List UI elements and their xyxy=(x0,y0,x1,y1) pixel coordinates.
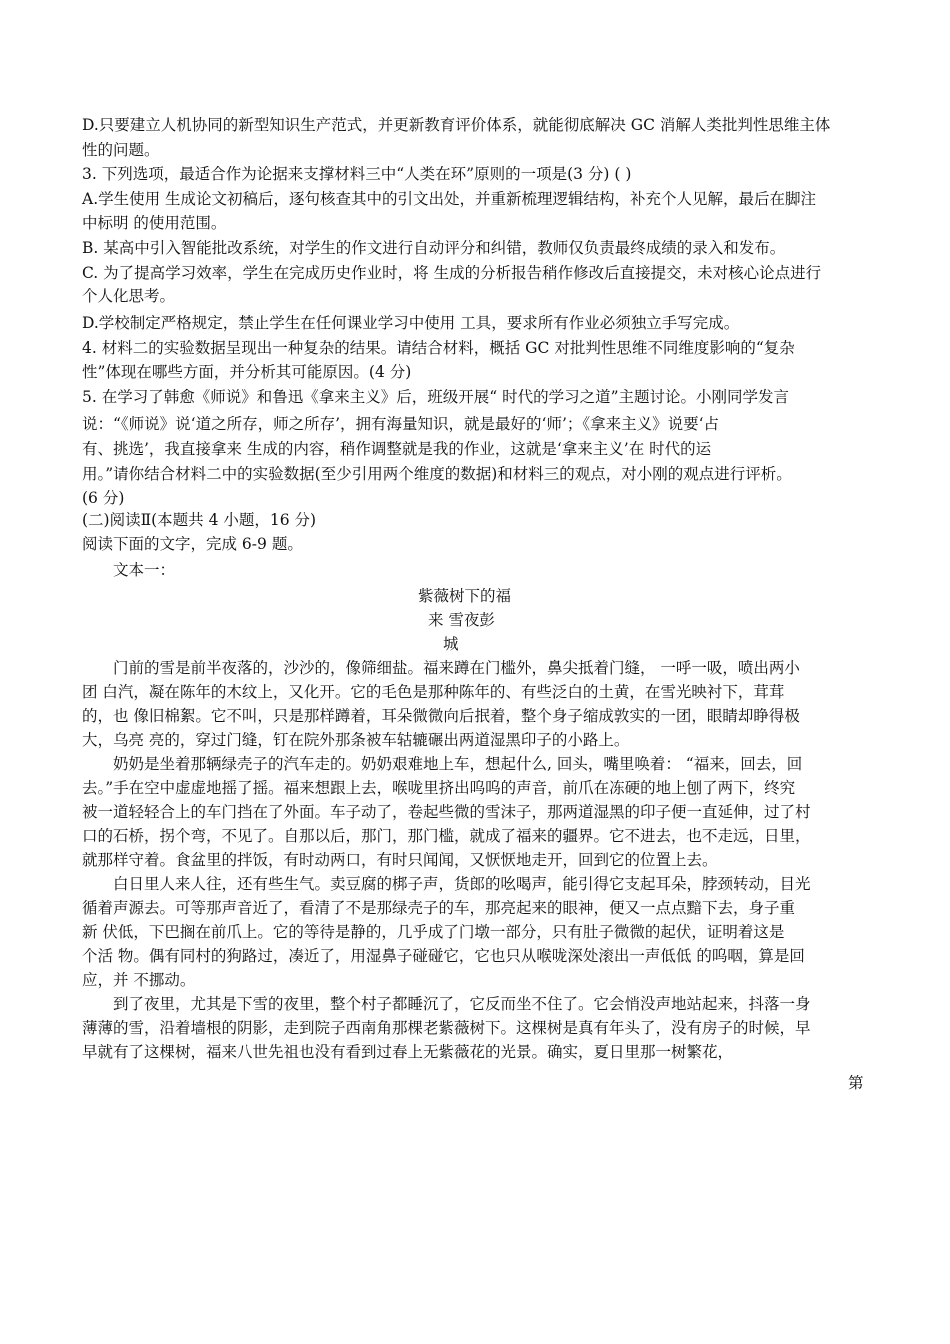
para-3-line-4: 个活 物。偶有同村的狗路过，凑近了，用湿鼻子碰碰它，它也只从喉咙深处滚出一声低低 的呜咽，算是回 xyxy=(82,947,805,965)
para-2-line-4: 口的石桥，拐个弯，不见了。自那以后，那门，那门槛，就成了福来的疆界。它不进去，也不走远，日里， xyxy=(82,827,811,845)
para-1-line-1: 门前的雪是前半夜落的，沙沙的，像筛细盐。福来蹲在门槛外，鼻尖抵着门缝， 一呼一吸，喷出两小 xyxy=(113,659,800,677)
para-2-line-1: 奶奶是坐着那辆绿壳子的汽车走的。奶奶艰难地上车，想起什么, 回头，嘴里唤着： “福来，回去，回 xyxy=(113,755,803,773)
question-4-line-2: 性”体现在哪些方面，并分析其可能原因。(4 分) xyxy=(82,363,412,381)
para-3-line-3: 新 伏低，下巴搁在前爪上。它的等待是静的，几乎成了门墩一部分，只有肚子微微的起伏，证明着这是 xyxy=(82,923,785,941)
question-5-line-4: 用。”请你结合材料二中的实验数据(至少引用两个维度的数据)和材料三的观点，对小刚的观点进行评析。 xyxy=(82,465,792,483)
question-4-line-1: 4. 材料二的实验数据呈现出一种复杂的结果。请结合材料，概括 GC 对批判性思维不同维度影响的“复杂 xyxy=(82,339,795,357)
para-2-line-2: 去。”手在空中虚虚地摇了摇。福来想跟上去，喉咙里挤出呜呜的声音，前爪在冻硬的地上刨了两下，终究 xyxy=(82,779,796,797)
section-heading: (二)阅读Ⅱ(本题共 4 小题，16 分) xyxy=(82,511,317,529)
question-5-line-2: 说：“《师说》说‘道之所存，师之所存’，拥有海量知识，就是最好的‘师’；《拿来主义》说要‘占 xyxy=(82,415,720,433)
option-b: B. 某高中引入智能批改系统，对学生的作文进行自动评分和纠错，教师仅负责最终成绩的录入和发布。 xyxy=(82,239,786,257)
para-3-line-2: 循着声源去。可等那声音近了，看清了不是那绿壳子的车，那亮起来的眼神，便又一点点黯下去，身子重 xyxy=(82,899,796,917)
para-4-line-2: 薄薄的雪，沿着墙根的阴影，走到院子西南角那棵老紫薇树下。这棵树是真有年头了，没有房子的时候，早 xyxy=(82,1019,811,1037)
para-1-line-3: 的，也 像旧棉絮。它不叫，只是那样蹲着，耳朵微微向后抿着，整个身子缩成敦实的一团，眼睛却睁得极 xyxy=(82,707,800,725)
page-footer: 第 xyxy=(848,1074,864,1092)
option-d-line-1: D.只要建立人机协同的新型知识生产范式，并更新教育评价体系，就能彻底解决 GC 消解人类批判性思维主体 xyxy=(82,116,831,134)
text-one-label: 文本一： xyxy=(113,561,176,579)
article-title: 紫薇树下的福 xyxy=(418,587,512,605)
para-4-line-1: 到了夜里，尤其是下雪的夜里，整个村子都睡沉了，它反而坐不住了。它会悄没声地站起来，抖落一身 xyxy=(113,995,811,1013)
question-3: 3. 下列选项，最适合作为论据来支撑材料三中“人类在环”原则的一项是(3 分) ( ) xyxy=(82,165,632,183)
question-5-line-1: 5. 在学习了韩愈《师说》和鲁迅《拿来主义》后，班级开展“ 时代的学习之道”主题讨论。小刚同学发言 xyxy=(82,388,789,406)
reading-instruction: 阅读下面的文字，完成 6-9 题。 xyxy=(82,535,303,553)
option-a-line-2: 中标明 的使用范围。 xyxy=(82,214,227,232)
para-3-line-1: 白日里人来人往，还有些生气。卖豆腐的梆子声，货郎的吆喝声，能引得它支起耳朵，脖颈转动，目光 xyxy=(113,875,811,893)
para-3-line-5: 应，并 不挪动。 xyxy=(82,971,196,989)
para-1-line-4: 大，乌亮 亮的，穿过门缝，钉在院外那条被车轱辘碾出两道湿黑印子的小路上。 xyxy=(82,731,630,749)
para-4-line-3: 早就有了这棵树，福来八世先祖也没有看到过春上无紫薇花的光景。确实，夏日里那一树繁花， xyxy=(82,1043,734,1061)
option-a-line-1: A.学生使用 生成论文初稿后，逐句核查其中的引文出处，并重新梳理逻辑结构，补充个人见解，最后在脚注 xyxy=(82,190,817,208)
option-c-line-1: C. 为了提高学习效率，学生在完成历史作业时，将 生成的分析报告稍作修改后直接提交，未对核心论点进行 xyxy=(82,264,822,282)
question-5-score: (6 分) xyxy=(82,489,125,507)
para-1-line-2: 团 白汽，凝在陈年的木纹上，又化开。它的毛色是那种陈年的、有些泛白的土黄，在雪光映衬下，茸茸 xyxy=(82,683,785,701)
option-d-line-2: 性的问题。 xyxy=(82,141,160,159)
option-c-line-2: 个人化思考。 xyxy=(82,287,176,305)
question-5-line-3: 有、挑选’，我直接拿来 生成的内容，稍作调整就是我的作业，这就是‘拿来主义’在 时代的运 xyxy=(82,440,712,458)
para-2-line-5: 就那样守着。食盆里的拌饭，有时动两口，有时只闻闻，又恹恹地走开，回到它的位置上去。 xyxy=(82,851,718,869)
article-author-line-1: 来 雪夜彭 xyxy=(428,611,495,629)
para-2-line-3: 被一道轻轻合上的车门挡在了外面。车子动了，卷起些微的雪沫子，那两道湿黑的印子便一直延伸，过了村 xyxy=(82,803,811,821)
option-d2: D.学校制定严格规定，禁止学生在任何课业学习中使用 工具，要求所有作业必须独立手写完成。 xyxy=(82,314,740,332)
article-author-line-2: 城 xyxy=(443,635,459,653)
